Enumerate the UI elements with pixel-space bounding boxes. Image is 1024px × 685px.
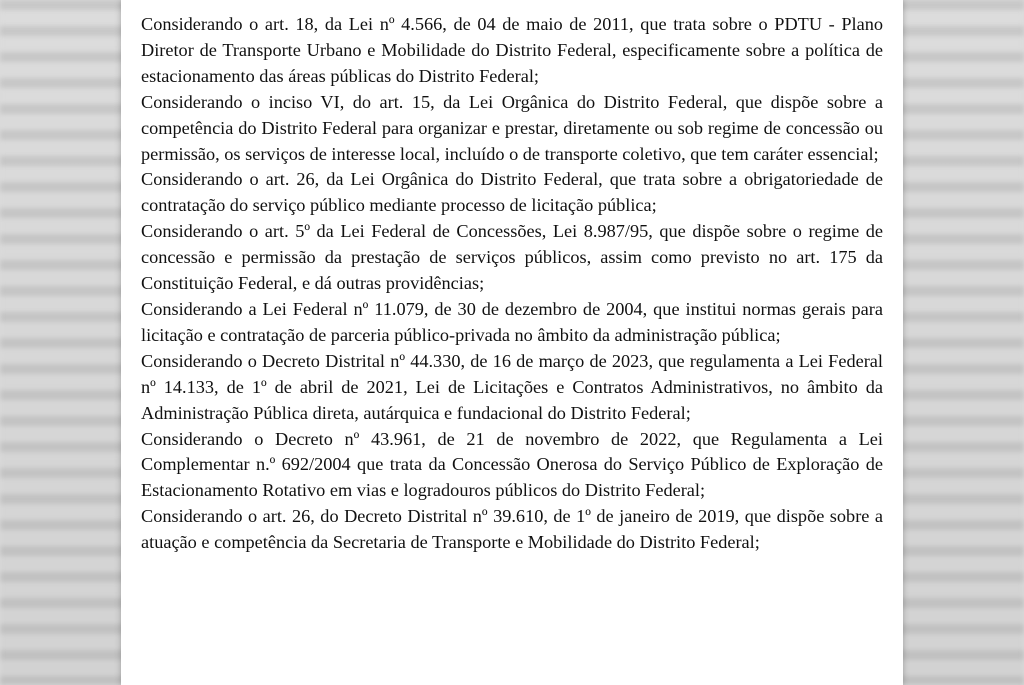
paragraph-art-5-concessoes: Considerando o art. 5º da Lei Federal de Concessões, Lei 8.987/95, que dispõe sobre o regime de concessão e permissão da prestação de serviços públicos, assim como previsto no art. 175 da Constituição Federal, e dá outras providências;: [141, 221, 883, 294]
paragraph-lei-11079: Considerando a Lei Federal nº 11.079, de 30 de dezembro de 2004, que institui normas gerais para licitação e contratação de parceria público-privada no âmbito da administração pública;: [141, 298, 883, 345]
document-body: [141, 0, 883, 556]
document-page: [121, 0, 903, 685]
paragraph-decreto-39610: Considerando o art. 26, do Decreto Distrital nº 39.610, de 1º de janeiro de 2019, que dispõe sobre a atuação e competência da Secretaria de Transporte e Mobilidade do Distrito Federal;: [141, 506, 883, 553]
blurred-background-left: [0, 0, 130, 685]
paragraph-inciso-vi: Considerando o inciso VI, do art. 15, da Lei Orgânica do Distrito Federal, que dispõe sobre a competência do Distrito Federal para organizar e prestar, diretamente ou sob regime de concessão ou permissão, os serviços de interesse local, incluído o de transporte coletivo, que tem caráter essencial;: [141, 91, 883, 164]
cropped-previous-line: [141, 0, 883, 12]
paragraph-decreto-43961: Considerando o Decreto nº 43.961, de 21 de novembro de 2022, que Regulamenta a Lei Complementar n.º 692/2004 que trata da Concessão Onerosa do Serviço Público de Exploração de Estacionamento Rotativo em vias e logradouros públicos do Distrito Federal;: [141, 428, 883, 501]
blurred-background-right: [899, 0, 1024, 685]
paragraph-art-26-lei-organica: Considerando o art. 26, da Lei Orgânica do Distrito Federal, que trata sobre a obrigatoriedade de contratação do serviço público mediante processo de licitação pública;: [141, 169, 883, 216]
paragraph-art-18: Considerando o art. 18, da Lei nº 4.566, de 04 de maio de 2011, que trata sobre o PDTU - Plano Diretor de Transporte Urbano e Mobilidade do Distrito Federal, especificamente sobre a política de estacionamento das áreas públicas do Distrito Federal;: [141, 14, 883, 86]
paragraph-decreto-44330: Considerando o Decreto Distrital nº 44.330, de 16 de março de 2023, que regulamenta a Lei Federal nº 14.133, de 1º de abril de 2021, Lei de Licitações e Contratos Administrativos, no âmbito da Administração Pública direta, autárquica e fundacional do Distrito Federal;: [141, 350, 883, 423]
